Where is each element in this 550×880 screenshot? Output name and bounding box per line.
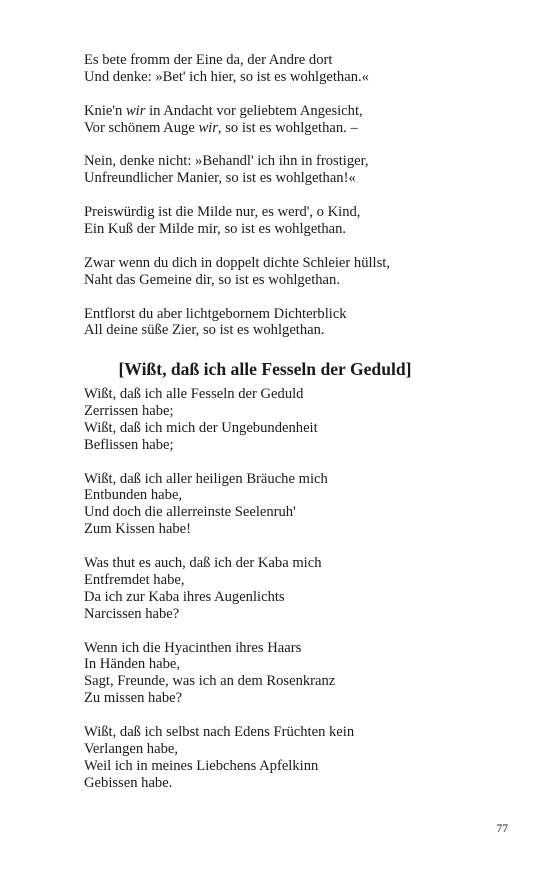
poem-title: [Wißt, daß ich alle Fesseln der Geduld] [118,359,412,379]
verse-line: Wißt, daß ich mich der Ungebundenheit [84,419,318,436]
stanza [84,640,484,708]
verse-line: Wißt, daß ich aller heiligen Bräuche mich [84,470,328,487]
verse-line: Zu missen habe? [84,690,183,707]
stanza [84,724,484,792]
verse-line: In Händen habe, [84,656,181,673]
verse-line: Wenn ich die Hyacinthen ihres Haars [84,639,302,656]
verse-line: All deine süße Zier, so ist es wohlgethan. [84,322,325,339]
stanza [84,153,484,187]
verse-line: Beflissen habe; [84,436,174,453]
verse-line: Entbunden habe, [84,487,183,504]
verse-line: Unfreundlicher Manier, so ist es wohlgethan!« [84,170,356,187]
verse-line: Gebissen habe. [84,774,173,791]
verse-line: Wißt, daß ich alle Fesseln der Geduld [84,386,304,402]
verse-line: Nein, denke nicht: »Behandl' ich ihn in frostiger, [84,153,369,170]
verse-line: Zerrissen habe; [84,402,174,419]
stanza [84,386,484,454]
stanza [84,555,484,623]
verse-line: Preiswürdig ist die Milde nur, es werd', o Kind, [84,204,361,221]
stanza [84,255,484,289]
poem-continued [84,52,484,339]
verse-line: Da ich zur Kaba ihres Augenlichts [84,588,285,605]
verse-line: Was thut es auch, daß ich der Kaba mich [84,555,322,572]
verse-line: Vor schönem Auge wir, so ist es wohlgethan. – [84,119,358,136]
verse-line: Sagt, Freunde, was ich an dem Rosenkranz [84,673,336,690]
page-number: 77 [496,823,508,835]
stanza [84,103,484,137]
verse-line: Weil ich in meines Liebchens Apfelkinn [84,757,319,774]
verse-line: Entflorst du aber lichtgebornem Dichterblick [84,305,347,322]
verse-line: Es bete fromm der Eine da, der Andre dort [84,52,333,68]
poem-new [84,386,484,792]
verse-line: Verlangen habe, [84,740,179,757]
verse-line: Naht das Gemeine dir, so ist es wohlgethan. [84,271,340,288]
verse-line: Zwar wenn du dich in doppelt dichte Schleier hüllst, [84,254,390,271]
verse-line: Und doch die allerreinste Seelenruh' [84,504,296,521]
verse-line: Und denke: »Bet' ich hier, so ist es wohlgethan.« [84,68,369,85]
verse-line: Knie'n wir in Andacht vor geliebtem Angesicht, [84,102,363,119]
verse-line: Ein Kuß der Milde mir, so ist es wohlgethan. [84,221,347,238]
stanza [84,204,484,238]
verse-line: Narcissen habe? [84,605,180,622]
verse-line: Entfremdet habe, [84,571,185,588]
stanza [84,471,484,539]
stanza [84,306,484,340]
verse-line: Zum Kissen habe! [84,521,191,538]
stanza [84,52,484,86]
verse-line: Wißt, daß ich selbst nach Edens Früchten kein [84,724,355,741]
